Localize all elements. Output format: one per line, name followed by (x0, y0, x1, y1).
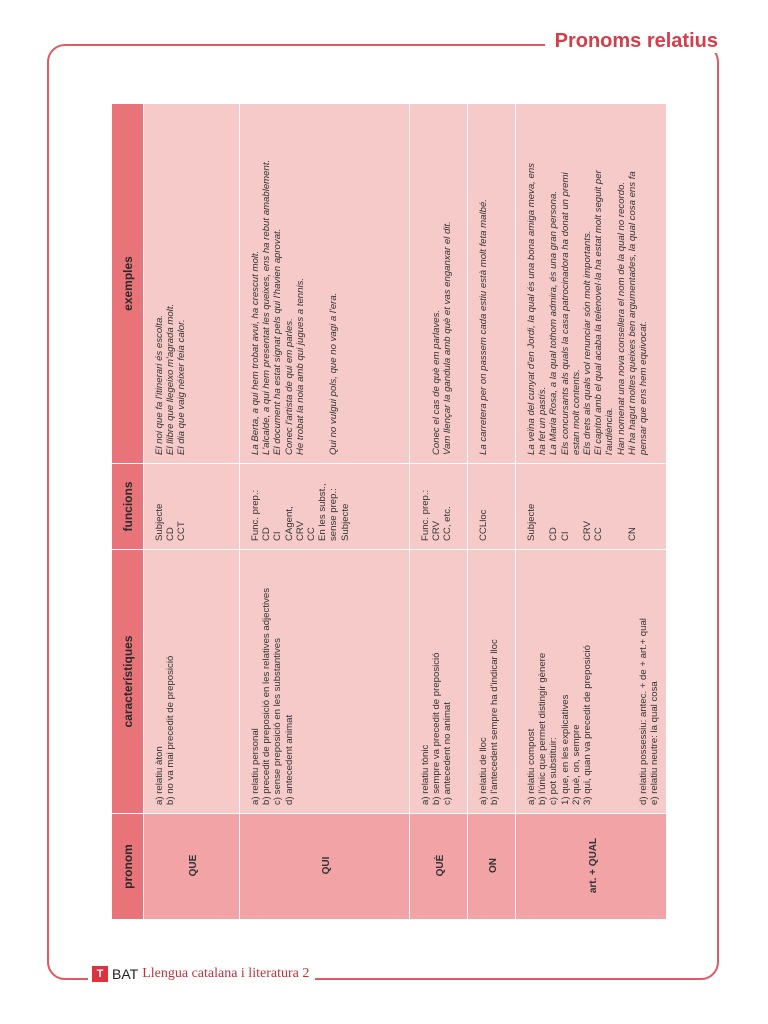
funcions-line: CD (165, 527, 177, 541)
funcions-line: CAgent, (283, 506, 295, 541)
funcions-line: CCT (176, 521, 188, 541)
funcions-line (604, 470, 615, 541)
publisher-logo-icon: T (92, 966, 108, 982)
caracteristiques-line: a) relatiu àton (154, 746, 165, 805)
caracteristiques-line: c) pot substituir: (548, 737, 560, 805)
funcions-line: CRV (581, 520, 593, 541)
caracteristiques-line: b) l'únic que permet distingir gènere (537, 652, 549, 805)
caracteristiques-line: a) relatiu personal (250, 728, 261, 805)
exemples-line (420, 110, 431, 455)
funcions-line: Subjecte (154, 503, 165, 541)
funcions-line: CI (272, 531, 284, 541)
funcions-line: CI (559, 531, 571, 541)
footer-series: BAT (112, 966, 139, 982)
funcions-line: CRV (431, 520, 443, 541)
caracteristiques-line: a) relatiu tònic (420, 744, 431, 805)
funcions-cell (240, 464, 410, 550)
exemples-line: Conec el cas de què em parlaves. (431, 309, 443, 455)
caracteristiques-line: 3) qui, quan va precedit de preposició (582, 645, 594, 805)
caracteristiques-line: 1) que, en les explicatives (559, 694, 571, 805)
exemples-cell (516, 104, 667, 464)
caracteristiques-line (616, 556, 627, 805)
caracteristiques-line: e) relatiu neutre: la qual cosa (649, 681, 661, 805)
table-row (240, 104, 410, 920)
header-caracteristiques: característiques (112, 550, 144, 814)
exemples-line: La veïna del cunyat d'en Jordi, la qual és una bona amiga meva, ens (526, 163, 537, 455)
caracteristiques-line: b) l'antecedent sempre ha d'indicar lloc (489, 639, 501, 805)
pronom-cell: QUÈ (410, 814, 468, 920)
funcions-line: Func. prep.: (420, 489, 431, 541)
table-row (468, 104, 516, 920)
exemples-line: ha fet un pastís. (537, 386, 549, 455)
caracteristiques-cell (144, 550, 240, 814)
funcions-line (537, 470, 548, 541)
funcions-line: CD (548, 527, 560, 541)
caracteristiques-cell (468, 550, 516, 814)
relative-pronouns-table-wrapper (111, 104, 661, 920)
exemples-line: La Berta, a qui hem trobat avui, ha crescut molt. (250, 250, 261, 455)
caracteristiques-line: d) relatiu possessiu: antec. + de + art.+ qual (637, 618, 649, 805)
exemples-line: Els concursants als quals la casa patrocinadora ha donat un premi (559, 172, 571, 455)
exemples-line: La Maria Rosa, a la qual tothom admira, és una gran persona. (548, 191, 560, 455)
table-body (144, 104, 667, 920)
table-header-row (112, 104, 144, 920)
table-row (144, 104, 240, 920)
funcions-cell (516, 464, 667, 550)
exemples-cell (468, 104, 516, 464)
funcions-line: CC, etc. (442, 506, 454, 541)
funcions-line: CC (593, 527, 605, 541)
header-exemples: exemples (112, 104, 144, 464)
funcions-cell (144, 464, 240, 550)
caracteristiques-line: a) relatiu compost (526, 728, 537, 805)
exemples-line: Hi ha hagut moltes queixes ben argumentades, la qual cosa ens fa (626, 171, 638, 455)
pronom-cell: art. + QUAL (516, 814, 667, 920)
exemples-line: La carretera per on passem cada estiu està molt feta malbé. (478, 199, 489, 455)
caracteristiques-cell (240, 550, 410, 814)
funcions-line: CRV (294, 520, 306, 541)
caracteristiques-line (593, 556, 604, 805)
footer-book-title: Llengua catalana i literatura 2 (142, 966, 310, 981)
exemples-line: El dia que vaig néixer feia calor. (176, 319, 188, 455)
funcions-line: Subjecte (526, 503, 537, 541)
footer (88, 966, 315, 982)
pronom-cell: ON (468, 814, 516, 920)
exemples-line: pensar que ens hem equivocat. (638, 321, 650, 455)
funcions-line: En les subst., (317, 483, 329, 541)
funcions-line: CD (261, 527, 273, 541)
caracteristiques-line: d) antecedent animat (283, 714, 295, 805)
page-title: Pronoms relatius (545, 30, 728, 53)
caracteristiques-line (604, 556, 615, 805)
caracteristiques-cell (410, 550, 468, 814)
exemples-line (306, 110, 317, 455)
exemples-line: El llibre que llegeixo m'agrada molt. (165, 303, 177, 455)
exemples-cell (144, 104, 240, 464)
funcions-line: CC (306, 527, 318, 541)
exemples-line: El capítol amb el qual acaba la telenovel·la ha estat molt seguit per (593, 170, 605, 455)
funcions-line: sense prep.: (328, 488, 340, 541)
exemples-line: Han nomenat una nova consellera el nom de la qual no recordo. (615, 181, 627, 455)
funcions-line (571, 470, 582, 541)
funcions-line: Func. prep.: (250, 489, 261, 541)
caracteristiques-line: b) sempre va precedit de preposició (431, 652, 443, 805)
table-row (516, 104, 667, 920)
funcions-line: CCLloc (478, 509, 489, 541)
exemples-line: Vam llençar la gandula amb què et vas enganxar el dit. (442, 221, 454, 455)
funcions-line: Subjecte (339, 503, 351, 541)
exemples-line: l'audiència. (604, 407, 616, 455)
exemples-line: Els drets als quals vol renunciar són molt importants. (582, 230, 594, 455)
exemples-line: El document ha estat signat pels qui l'havien aprovat. (272, 228, 284, 455)
header-pronom: pronom (112, 814, 144, 920)
caracteristiques-line: b) precedit de preposició en les relatives adjectives (261, 587, 273, 805)
exemples-line: L'alcalde, a qui hem presentat les queixes, ens ha rebut amablement. (261, 159, 273, 455)
exemples-cell (410, 104, 468, 464)
funcions-cell (468, 464, 516, 550)
exemples-line: He trobat la noia amb qui jugues a tennis. (294, 277, 306, 455)
relative-pronouns-table (111, 103, 667, 920)
pronom-cell: QUI (240, 814, 410, 920)
caracteristiques-line: a) relatiu de lloc (478, 737, 489, 805)
exemples-line (317, 110, 328, 455)
caracteristiques-line: c) antecedent no animat (442, 702, 454, 805)
exemples-line: estan molt contents. (570, 369, 582, 455)
funcions-line: CN (626, 527, 638, 541)
funcions-cell (410, 464, 468, 550)
caracteristiques-cell (516, 550, 667, 814)
header-funcions: funcions (112, 464, 144, 550)
caracteristiques-line: 2) què, on, sempre (570, 724, 582, 805)
caracteristiques-line (627, 556, 638, 805)
caracteristiques-line: b) no va mai precedit de preposició (165, 655, 177, 805)
caracteristiques-line: c) sense preposició en les substantives (272, 638, 284, 805)
funcions-line (616, 470, 627, 541)
exemples-line: El noi que fa l'itinerari és escolta. (154, 315, 165, 455)
pronom-cell: QUE (144, 814, 240, 920)
exemples-cell (240, 104, 410, 464)
table-row (410, 104, 468, 920)
exemples-line: Conec l'artista de qui em parles. (283, 318, 295, 455)
exemples-line: Qui no vulgui pols, que no vagi a l'era. (328, 292, 340, 455)
